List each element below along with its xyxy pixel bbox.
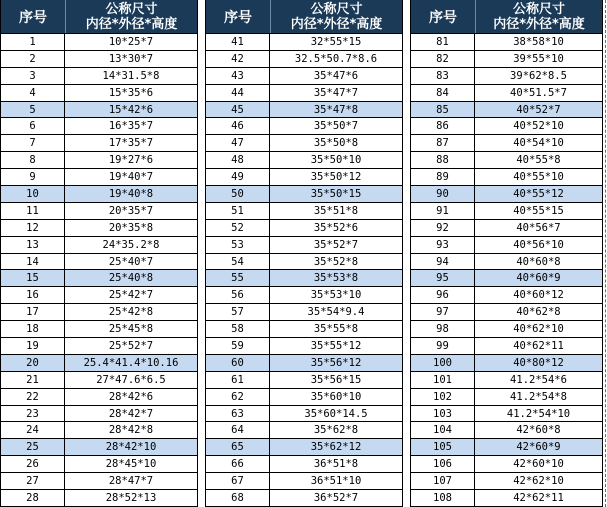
seq-cell: 19 bbox=[1, 338, 65, 354]
table-row bbox=[206, 186, 402, 203]
table-row bbox=[206, 338, 402, 355]
seq-cell: 41 bbox=[206, 34, 270, 50]
seq-cell: 60 bbox=[206, 355, 270, 371]
header-size-title: 公称尺寸 bbox=[310, 1, 363, 17]
size-cell: 42*62*10 bbox=[513, 475, 564, 488]
size-cell: 40*60*12 bbox=[513, 289, 564, 302]
table-row bbox=[206, 439, 402, 456]
seq-cell: 7 bbox=[1, 135, 65, 151]
table-row bbox=[411, 456, 602, 473]
table-row bbox=[1, 338, 197, 355]
seq-cell: 52 bbox=[206, 220, 270, 236]
table-row bbox=[411, 406, 602, 423]
size-cell: 35*53*10 bbox=[310, 289, 362, 302]
seq-cell: 99 bbox=[411, 338, 475, 354]
seq-cell: 55 bbox=[206, 270, 270, 286]
size-cell: 25*42*8 bbox=[108, 306, 154, 319]
seq-cell: 101 bbox=[411, 372, 475, 388]
seq-cell: 44 bbox=[206, 85, 270, 101]
table-row bbox=[1, 389, 197, 406]
table-row bbox=[411, 85, 602, 102]
seq-cell: 90 bbox=[411, 186, 475, 202]
seq-cell: 25 bbox=[1, 439, 65, 455]
size-cell: 40*52*10 bbox=[513, 120, 564, 133]
size-cell: 28*45*10 bbox=[105, 458, 157, 471]
seq-cell: 95 bbox=[411, 270, 475, 286]
table-row bbox=[411, 220, 602, 237]
table-row bbox=[206, 304, 402, 321]
size-cell: 10*25*7 bbox=[108, 35, 154, 48]
seq-cell: 82 bbox=[411, 51, 475, 67]
table-row bbox=[411, 439, 602, 456]
size-cell: 40*62*10 bbox=[513, 323, 564, 336]
size-cell: 41.2*54*6 bbox=[510, 373, 567, 386]
size-cell: 40*80*12 bbox=[513, 356, 564, 369]
table-row bbox=[1, 473, 197, 490]
table-row bbox=[1, 237, 197, 254]
seq-cell: 47 bbox=[206, 135, 270, 151]
seq-cell: 8 bbox=[1, 152, 65, 168]
size-cell: 35*53*8 bbox=[313, 272, 359, 285]
size-cell: 35*62*12 bbox=[310, 441, 362, 454]
seq-cell: 56 bbox=[206, 287, 270, 303]
seq-cell: 6 bbox=[1, 118, 65, 134]
table-row bbox=[1, 135, 197, 152]
size-cell: 20*35*7 bbox=[108, 204, 154, 217]
size-cell: 25.4*41.4*10.16 bbox=[83, 356, 179, 369]
table-row bbox=[206, 355, 402, 372]
column-divider bbox=[605, 0, 606, 507]
size-cell: 25*52*7 bbox=[108, 339, 154, 352]
header-size-dims: 内径*外径*高度 bbox=[493, 16, 585, 32]
table-row bbox=[411, 34, 602, 51]
size-cell: 32*55*15 bbox=[310, 35, 362, 48]
table-row bbox=[206, 490, 402, 507]
size-cell: 17*35*7 bbox=[108, 137, 154, 150]
seq-cell: 81 bbox=[411, 34, 475, 50]
seq-cell: 83 bbox=[411, 68, 475, 84]
seq-cell: 46 bbox=[206, 118, 270, 134]
seq-cell: 104 bbox=[411, 422, 475, 438]
size-cell: 25*40*8 bbox=[108, 272, 154, 285]
seq-cell: 10 bbox=[1, 186, 65, 202]
seq-cell: 57 bbox=[206, 304, 270, 320]
size-cell: 35*55*8 bbox=[313, 323, 359, 336]
size-cell: 36*51*10 bbox=[310, 475, 362, 488]
table-row bbox=[206, 473, 402, 490]
seq-cell: 53 bbox=[206, 237, 270, 253]
seq-cell: 51 bbox=[206, 203, 270, 219]
table-row bbox=[1, 68, 197, 85]
size-cell: 40*60*9 bbox=[516, 272, 561, 285]
size-cell: 40*62*11 bbox=[513, 339, 564, 352]
table-row bbox=[206, 372, 402, 389]
seq-cell: 18 bbox=[1, 321, 65, 337]
table-row bbox=[1, 34, 197, 51]
table-row bbox=[1, 372, 197, 389]
table-row bbox=[206, 422, 402, 439]
table-row bbox=[1, 152, 197, 169]
seq-cell: 24 bbox=[1, 422, 65, 438]
seq-cell: 87 bbox=[411, 135, 475, 151]
table-row bbox=[206, 152, 402, 169]
table-row bbox=[411, 237, 602, 254]
table-body bbox=[411, 34, 602, 507]
table-row bbox=[1, 287, 197, 304]
table-header bbox=[411, 0, 602, 34]
table-row bbox=[206, 118, 402, 135]
table-header bbox=[1, 0, 197, 34]
size-cell: 40*55*10 bbox=[513, 171, 564, 184]
header-seq: 序号 bbox=[411, 0, 476, 33]
size-cell: 13*30*7 bbox=[108, 52, 154, 65]
seq-cell: 102 bbox=[411, 389, 475, 405]
table-row bbox=[411, 186, 602, 203]
table-row bbox=[1, 490, 197, 507]
table-row bbox=[206, 203, 402, 220]
size-cell: 40*52*7 bbox=[516, 103, 561, 116]
table-row bbox=[411, 304, 602, 321]
header-size-title: 公称尺寸 bbox=[512, 1, 565, 17]
table-row bbox=[1, 186, 197, 203]
seq-cell: 45 bbox=[206, 102, 270, 118]
size-cell: 28*42*10 bbox=[105, 441, 157, 454]
seq-cell: 103 bbox=[411, 406, 475, 422]
header-seq: 序号 bbox=[1, 0, 66, 33]
table-row bbox=[411, 203, 602, 220]
seq-cell: 62 bbox=[206, 389, 270, 405]
table-body bbox=[1, 34, 197, 507]
size-cell: 40*56*7 bbox=[516, 221, 561, 234]
size-cell: 35*62*8 bbox=[313, 424, 359, 437]
seq-cell: 14 bbox=[1, 254, 65, 270]
seq-cell: 66 bbox=[206, 456, 270, 472]
size-cell: 38*58*10 bbox=[513, 35, 564, 48]
table-row bbox=[1, 406, 197, 423]
table-row bbox=[206, 169, 402, 186]
size-cell: 35*54*9.4 bbox=[307, 306, 365, 319]
table-row bbox=[411, 338, 602, 355]
size-cell: 15*35*6 bbox=[108, 86, 154, 99]
seq-cell: 5 bbox=[1, 102, 65, 118]
size-cell: 25*45*8 bbox=[108, 323, 154, 336]
size-cell: 36*51*8 bbox=[313, 458, 359, 471]
seq-cell: 42 bbox=[206, 51, 270, 67]
seq-cell: 89 bbox=[411, 169, 475, 185]
seq-cell: 94 bbox=[411, 254, 475, 270]
seq-cell: 96 bbox=[411, 287, 475, 303]
size-cell: 28*52*13 bbox=[105, 491, 157, 504]
size-cell: 19*40*7 bbox=[108, 171, 154, 184]
table-row bbox=[206, 51, 402, 68]
size-cell: 40*60*8 bbox=[516, 255, 561, 268]
table-row bbox=[1, 422, 197, 439]
table-row bbox=[1, 169, 197, 186]
size-table-panel-3 bbox=[410, 0, 603, 507]
size-cell: 40*55*15 bbox=[513, 204, 564, 217]
size-cell: 36*52*7 bbox=[313, 491, 359, 504]
size-cell: 40*54*10 bbox=[513, 137, 564, 150]
size-table-panel-1 bbox=[0, 0, 198, 507]
size-cell: 19*40*8 bbox=[108, 187, 154, 200]
table-body bbox=[206, 34, 402, 507]
header-size bbox=[66, 0, 197, 33]
size-cell: 35*51*8 bbox=[313, 204, 359, 217]
size-cell: 40*51.5*7 bbox=[510, 86, 567, 99]
table-row bbox=[411, 389, 602, 406]
size-cell: 35*47*6 bbox=[313, 69, 359, 82]
size-cell: 39*62*8.5 bbox=[510, 69, 567, 82]
seq-cell: 68 bbox=[206, 490, 270, 506]
seq-cell: 97 bbox=[411, 304, 475, 320]
size-cell: 42*62*11 bbox=[513, 491, 564, 504]
table-row bbox=[206, 389, 402, 406]
seq-cell: 50 bbox=[206, 186, 270, 202]
seq-cell: 64 bbox=[206, 422, 270, 438]
seq-cell: 3 bbox=[1, 68, 65, 84]
table-row bbox=[411, 152, 602, 169]
size-cell: 28*42*6 bbox=[108, 390, 154, 403]
size-cell: 42*60*10 bbox=[513, 458, 564, 471]
size-cell: 32.5*50.7*8.6 bbox=[294, 52, 378, 65]
seq-cell: 13 bbox=[1, 237, 65, 253]
header-seq: 序号 bbox=[206, 0, 271, 33]
size-cell: 19*27*6 bbox=[108, 154, 154, 167]
table-row bbox=[206, 321, 402, 338]
table-header bbox=[206, 0, 402, 34]
size-cell: 35*50*15 bbox=[310, 187, 362, 200]
table-row bbox=[1, 220, 197, 237]
table-row bbox=[1, 439, 197, 456]
seq-cell: 93 bbox=[411, 237, 475, 253]
table-row bbox=[411, 372, 602, 389]
seq-cell: 12 bbox=[1, 220, 65, 236]
size-cell: 27*47.6*6.5 bbox=[96, 373, 166, 386]
seq-cell: 107 bbox=[411, 473, 475, 489]
seq-cell: 108 bbox=[411, 490, 475, 506]
seq-cell: 43 bbox=[206, 68, 270, 84]
seq-cell: 106 bbox=[411, 456, 475, 472]
seq-cell: 84 bbox=[411, 85, 475, 101]
seq-cell: 1 bbox=[1, 34, 65, 50]
table-row bbox=[206, 254, 402, 271]
size-cell: 40*56*10 bbox=[513, 238, 564, 251]
table-row bbox=[411, 169, 602, 186]
table-row bbox=[1, 51, 197, 68]
seq-cell: 2 bbox=[1, 51, 65, 67]
header-size bbox=[271, 0, 402, 33]
seq-cell: 9 bbox=[1, 169, 65, 185]
seq-cell: 65 bbox=[206, 439, 270, 455]
size-cell: 16*35*7 bbox=[108, 120, 154, 133]
size-cell: 41.2*54*10 bbox=[506, 407, 571, 420]
size-cell: 40*62*8 bbox=[516, 306, 561, 319]
size-cell: 41.2*54*8 bbox=[510, 390, 567, 403]
table-row bbox=[1, 304, 197, 321]
seq-cell: 58 bbox=[206, 321, 270, 337]
table-row bbox=[206, 220, 402, 237]
seq-cell: 88 bbox=[411, 152, 475, 168]
table-row bbox=[206, 406, 402, 423]
table-row bbox=[206, 34, 402, 51]
table-row bbox=[206, 135, 402, 152]
table-row bbox=[411, 102, 602, 119]
size-cell: 25*42*7 bbox=[108, 289, 154, 302]
table-row bbox=[206, 68, 402, 85]
seq-cell: 98 bbox=[411, 321, 475, 337]
size-cell: 35*56*15 bbox=[310, 373, 362, 386]
size-cell: 39*55*10 bbox=[513, 52, 564, 65]
seq-cell: 4 bbox=[1, 85, 65, 101]
table-row bbox=[411, 68, 602, 85]
header-size-dims: 内径*外径*高度 bbox=[85, 16, 178, 32]
size-cell: 24*35.2*8 bbox=[102, 238, 160, 251]
size-cell: 35*55*12 bbox=[310, 339, 362, 352]
size-cell: 35*47*7 bbox=[313, 86, 359, 99]
table-row bbox=[1, 254, 197, 271]
header-size bbox=[476, 0, 602, 33]
size-cell: 28*42*8 bbox=[108, 424, 154, 437]
seq-cell: 59 bbox=[206, 338, 270, 354]
table-row bbox=[1, 456, 197, 473]
seq-cell: 22 bbox=[1, 389, 65, 405]
table-row bbox=[1, 203, 197, 220]
seq-cell: 16 bbox=[1, 287, 65, 303]
table-row bbox=[411, 254, 602, 271]
seq-cell: 54 bbox=[206, 254, 270, 270]
seq-cell: 23 bbox=[1, 406, 65, 422]
seq-cell: 20 bbox=[1, 355, 65, 371]
table-row bbox=[411, 321, 602, 338]
seq-cell: 91 bbox=[411, 203, 475, 219]
size-cell: 15*42*6 bbox=[108, 103, 154, 116]
size-cell: 14*31.5*8 bbox=[102, 69, 160, 82]
table-row bbox=[206, 102, 402, 119]
seq-cell: 21 bbox=[1, 372, 65, 388]
seq-cell: 86 bbox=[411, 118, 475, 134]
size-cell: 35*50*10 bbox=[310, 154, 362, 167]
size-cell: 20*35*8 bbox=[108, 221, 154, 234]
header-size-dims: 内径*外径*高度 bbox=[290, 16, 383, 32]
size-cell: 42*60*8 bbox=[516, 424, 561, 437]
size-cell: 40*55*12 bbox=[513, 187, 564, 200]
table-row bbox=[206, 270, 402, 287]
seq-cell: 63 bbox=[206, 406, 270, 422]
size-cell: 25*40*7 bbox=[108, 255, 154, 268]
size-cell: 35*52*7 bbox=[313, 238, 359, 251]
size-cell: 28*42*7 bbox=[108, 407, 154, 420]
table-row bbox=[411, 422, 602, 439]
table-row bbox=[206, 456, 402, 473]
table-row bbox=[411, 51, 602, 68]
seq-cell: 26 bbox=[1, 456, 65, 472]
size-cell: 28*47*7 bbox=[108, 475, 154, 488]
size-cell: 35*60*14.5 bbox=[304, 407, 368, 420]
seq-cell: 92 bbox=[411, 220, 475, 236]
size-table-panel-2 bbox=[205, 0, 403, 507]
size-cell: 35*50*8 bbox=[313, 137, 359, 150]
table-row bbox=[411, 355, 602, 372]
table-row bbox=[1, 270, 197, 287]
table-row bbox=[1, 118, 197, 135]
size-cell: 35*52*6 bbox=[313, 221, 359, 234]
table-row bbox=[1, 321, 197, 338]
seq-cell: 28 bbox=[1, 490, 65, 506]
table-row bbox=[411, 118, 602, 135]
size-cell: 35*52*8 bbox=[313, 255, 359, 268]
table-row bbox=[411, 270, 602, 287]
size-cell: 35*60*10 bbox=[310, 390, 362, 403]
seq-cell: 105 bbox=[411, 439, 475, 455]
size-cell: 42*60*9 bbox=[516, 441, 561, 454]
size-cell: 35*56*12 bbox=[310, 356, 362, 369]
size-cell: 35*50*7 bbox=[313, 120, 359, 133]
seq-cell: 48 bbox=[206, 152, 270, 168]
table-row bbox=[1, 85, 197, 102]
table-row bbox=[411, 473, 602, 490]
table-row bbox=[411, 135, 602, 152]
table-row bbox=[1, 102, 197, 119]
table-row bbox=[206, 287, 402, 304]
size-cell: 40*55*8 bbox=[516, 154, 561, 167]
seq-cell: 15 bbox=[1, 270, 65, 286]
table-row bbox=[411, 287, 602, 304]
size-cell: 35*47*8 bbox=[313, 103, 359, 116]
header-size-title: 公称尺寸 bbox=[105, 1, 158, 17]
seq-cell: 27 bbox=[1, 473, 65, 489]
size-cell: 35*50*12 bbox=[310, 171, 362, 184]
seq-cell: 49 bbox=[206, 169, 270, 185]
seq-cell: 61 bbox=[206, 372, 270, 388]
table-row bbox=[206, 237, 402, 254]
seq-cell: 100 bbox=[411, 355, 475, 371]
seq-cell: 85 bbox=[411, 102, 475, 118]
seq-cell: 17 bbox=[1, 304, 65, 320]
table-row bbox=[1, 355, 197, 372]
table-row bbox=[206, 85, 402, 102]
seq-cell: 11 bbox=[1, 203, 65, 219]
table-row bbox=[411, 490, 602, 507]
seq-cell: 67 bbox=[206, 473, 270, 489]
